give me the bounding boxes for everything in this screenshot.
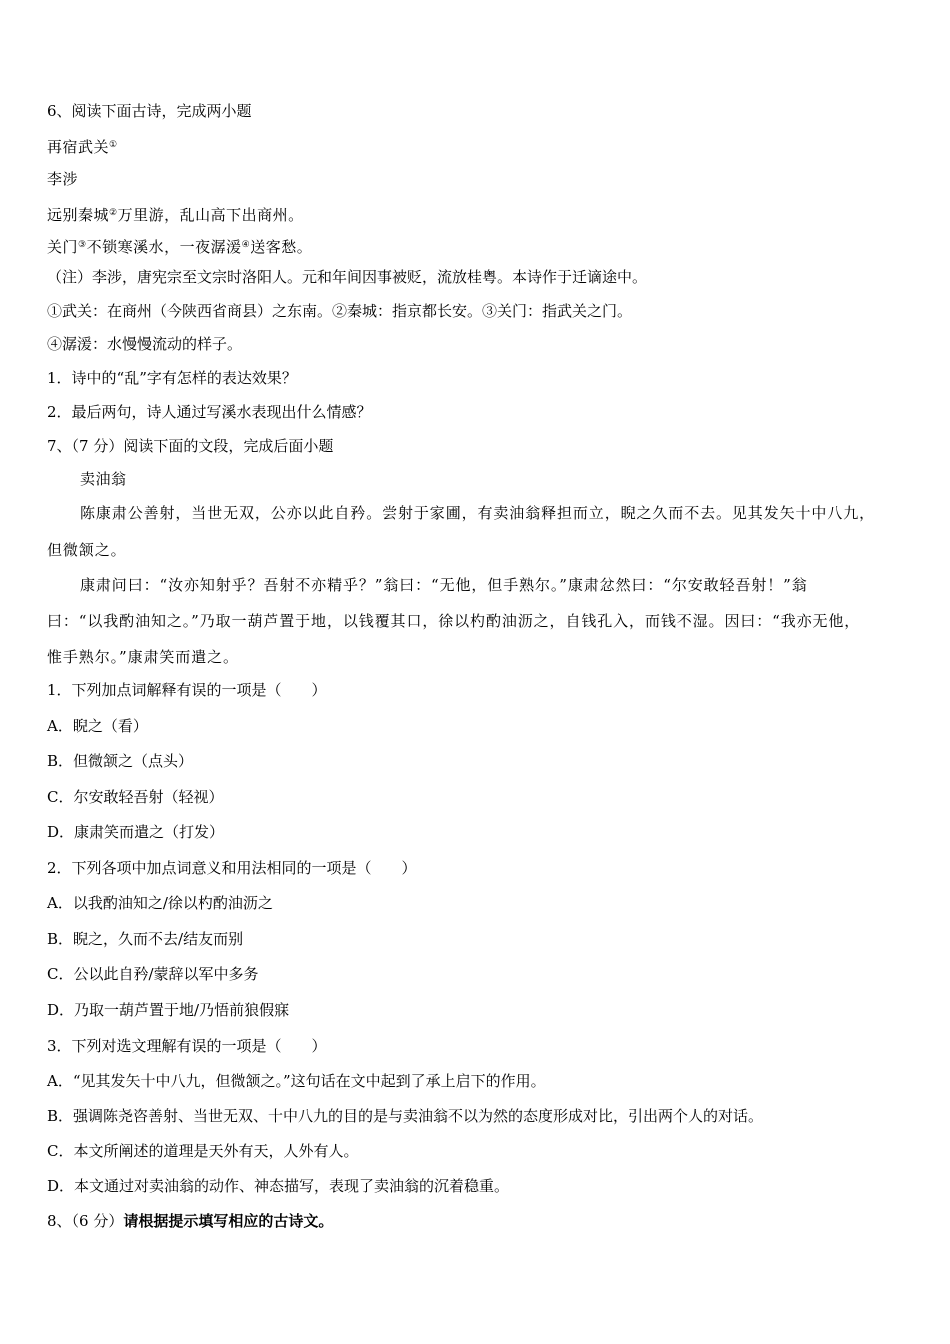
q8-title: 8、（6 分）请根据提示填写相应的古诗文。 (47, 1212, 334, 1230)
option-d: D．本文通过对卖油翁的动作、神态描写，表现了卖油翁的沉着稳重。 (47, 1177, 510, 1195)
poem-line-2: 关门③不锁寒溪水，一夜潺湲④送客愁。 (47, 238, 313, 256)
poem-line-1: 远别秦城②万里游，乱山高下出商州。 (47, 206, 304, 224)
q6-sub-question-2: 2．最后两句，诗人通过写溪水表现出什么情感？ (47, 403, 372, 421)
poem-note-2: ①武关：在商州（今陕西省商县）之东南。②秦城：指京都长安。③关门：指武关之门。 (47, 302, 633, 320)
passage-line: 陈康肃公善射，当世无双，公亦以此自矜。尝射于家圃，有卖油翁释担而立，睨之久而不去。见其发矢十中八九， (80, 504, 876, 522)
option-d: D．康肃笑而遣之（打发） (47, 823, 225, 841)
q7-title: 7、（7 分）阅读下面的文段，完成后面小题 (47, 437, 334, 455)
footnote-marker: ① (109, 140, 118, 150)
option-c: C．本文所阐述的道理是天外有天，人外有人。 (47, 1142, 359, 1160)
passage-line: 曰：“以我酌油知之。”乃取一葫芦置于地，以钱覆其口，徐以杓酌油沥之，自钱孔入，而钱不湿。因曰：“我亦无他， (47, 612, 861, 630)
option-d: D．乃取一葫芦置于地/乃悟前狼假寐 (47, 1001, 290, 1019)
q7-sub-question-3: 3．下列对选文理解有误的一项是（ ） (47, 1037, 327, 1055)
passage-line: 但微颔之。 (47, 541, 127, 559)
passage-line: 康肃问曰：“汝亦知射乎？吾射不亦精乎？”翁曰：“无他，但手熟尔。”康肃忿然曰：“尔安敢轻吾射！”翁 (80, 576, 808, 594)
option-a: A．以我酌油知之/徐以杓酌油沥之 (47, 894, 273, 912)
poem-title: 再宿武关① (47, 138, 118, 156)
option-b: B．强调陈尧咨善射、当世无双、十中八九的目的是与卖油翁不以为然的态度形成对比，引出两个人的对话。 (47, 1107, 764, 1125)
q8-instruction: 请根据提示填写相应的古诗文。 (123, 1212, 334, 1230)
passage-title: 卖油翁 (80, 470, 127, 488)
q7-sub-question-1: 1．下列加点词解释有误的一项是（ ） (47, 681, 327, 699)
footnote-marker: ③ (78, 240, 87, 250)
q7-sub-question-2: 2．下列各项中加点词意义和用法相同的一项是（ ） (47, 859, 417, 877)
option-b: B．但微颔之（点头） (47, 752, 194, 770)
poem-author: 李涉 (47, 170, 79, 188)
q6-title: 6、阅读下面古诗，完成两小题 (47, 102, 252, 120)
footnote-marker: ② (109, 208, 118, 218)
option-c: C．公以此自矜/蒙辞以军中多务 (47, 965, 259, 983)
footnote-marker: ④ (241, 240, 251, 250)
option-b: B．睨之，久而不去/结友而别 (47, 930, 244, 948)
q6-sub-question-1: 1．诗中的“乱”字有怎样的表达效果？ (47, 369, 297, 387)
poem-note-1: （注）李涉，唐宪宗至文宗时洛阳人。元和年间因事被贬，流放桂粤。本诗作于迁谪途中。 (47, 268, 648, 286)
option-a: A．睨之（看） (47, 717, 148, 735)
poem-note-3: ④潺湲：水慢慢流动的样子。 (47, 335, 243, 353)
passage-line: 惟手熟尔。”康肃笑而遣之。 (47, 648, 239, 666)
option-c: C．尔安敢轻吾射（轻视） (47, 788, 224, 806)
option-a: A．“见其发矢十中八九，但微颔之。”这句话在文中起到了承上启下的作用。 (47, 1072, 546, 1090)
